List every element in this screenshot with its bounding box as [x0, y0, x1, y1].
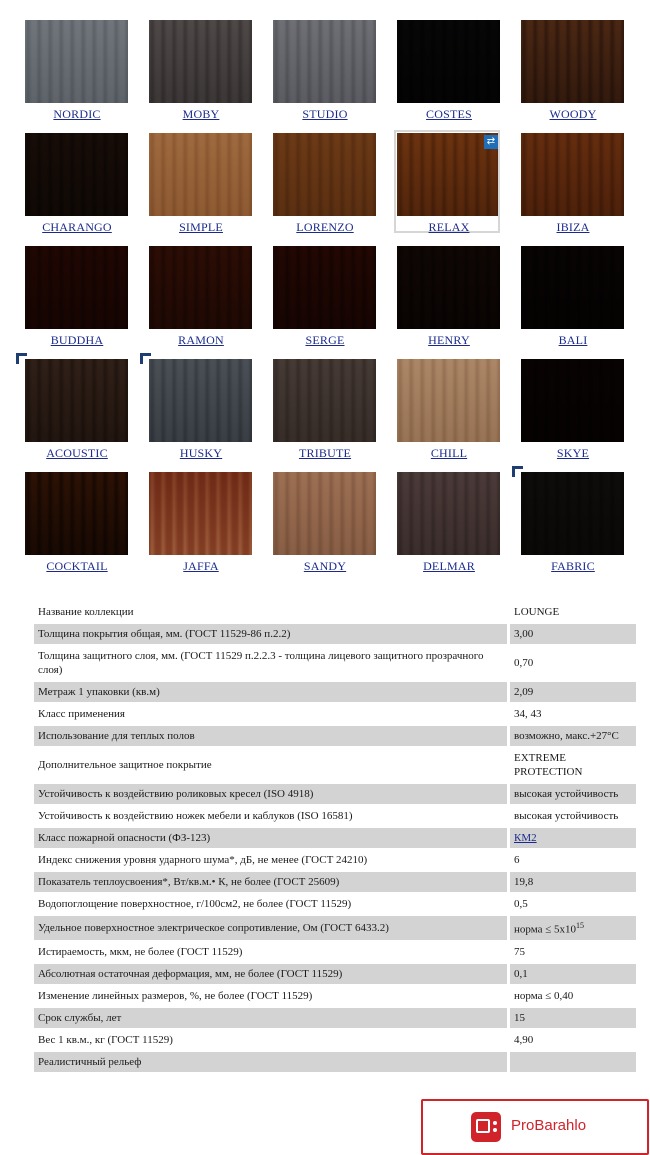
- swatch-fabric[interactable]: [518, 472, 628, 578]
- swatch-chill[interactable]: [394, 359, 504, 465]
- swatch-lorenzo[interactable]: [270, 133, 380, 239]
- spec-value: [507, 704, 636, 724]
- swatch-label[interactable]: NORDIC: [53, 107, 101, 121]
- swatch-ramon[interactable]: [146, 246, 256, 352]
- spec-label: Индекс снижения уровня ударного шума*, дБ, не менее (ГОСТ 24210): [38, 854, 368, 866]
- spec-value-text: EXTREME PROTECTION: [514, 752, 583, 778]
- swatch-cocktail[interactable]: [22, 472, 132, 578]
- swatch-texture[interactable]: [149, 20, 252, 103]
- spec-value-exponent: 15: [576, 921, 585, 930]
- spec-value: [507, 624, 636, 644]
- spec-value-text: 0,1: [514, 967, 528, 980]
- spec-value-text: 0,5: [514, 898, 528, 910]
- spec-row: [34, 748, 636, 782]
- swatch-simple[interactable]: [146, 133, 256, 239]
- spec-row: [34, 1008, 636, 1028]
- swatch-texture[interactable]: [25, 246, 128, 329]
- corner-marker-icon: [140, 353, 151, 364]
- swatch-label[interactable]: COSTES: [426, 107, 472, 121]
- spec-value-text: 15: [514, 1011, 525, 1024]
- swatch-texture[interactable]: [521, 359, 624, 442]
- swatch-texture[interactable]: [397, 20, 500, 103]
- swatch-label[interactable]: BALI: [558, 333, 588, 347]
- spec-row: [34, 682, 636, 702]
- swatch-texture[interactable]: [521, 246, 624, 329]
- spec-label: Показатель теплоусвоения*, Вт/кв.м.• К, не более (ГОСТ 25609): [34, 872, 507, 892]
- swatch-texture[interactable]: [521, 133, 624, 216]
- spec-value-text: 3,00: [514, 628, 534, 640]
- spec-value: [507, 1008, 636, 1028]
- spec-value: [507, 602, 636, 622]
- swatch-husky[interactable]: [146, 359, 256, 465]
- spec-value-text: 2,09: [514, 686, 534, 698]
- spec-label: Использование для теплых полов: [34, 726, 507, 746]
- swatch-label[interactable]: RELAX: [428, 220, 470, 234]
- spec-value-text: LOUNGE: [514, 606, 560, 618]
- spec-label: Водопоглощение поверхностное, г/100см2, не более (ГОСТ 11529): [38, 898, 352, 910]
- spec-row: [34, 1052, 636, 1072]
- spec-row: [34, 964, 636, 984]
- swatch-texture[interactable]: [521, 20, 624, 103]
- spec-row: [34, 704, 636, 724]
- spec-label: Изменение линейных размеров, %, не более (ГОСТ 11529): [38, 989, 313, 1002]
- swatch-texture[interactable]: [273, 472, 376, 555]
- spec-row: [34, 872, 636, 892]
- swatch-label[interactable]: SANDY: [303, 559, 347, 573]
- swatch-bali[interactable]: [518, 246, 628, 352]
- spec-label: Устойчивость к воздействию роликовых кресел (ISO 4918): [34, 784, 507, 804]
- swatch-label[interactable]: WOODY: [549, 107, 597, 121]
- spec-row: [34, 726, 636, 746]
- spec-value: [507, 726, 636, 746]
- spec-value: [507, 850, 636, 870]
- spec-label: Удельное поверхностное электрическое сопротивление, Ом (ГОСТ 6433.2): [34, 916, 507, 940]
- swatch-texture[interactable]: [397, 359, 500, 442]
- spec-value: [507, 748, 636, 782]
- swatch-texture[interactable]: [25, 133, 128, 216]
- spec-label: Толщина защитного слоя, мм. (ГОСТ 11529 п.2.2.3 - толщина лицевого защитного прозрачного слоя): [38, 650, 484, 676]
- spec-value: [507, 916, 636, 940]
- spec-row: [34, 942, 636, 962]
- spec-row: [34, 828, 636, 848]
- swatch-label[interactable]: ACOUSTIC: [46, 446, 108, 460]
- swatch-moby[interactable]: [146, 20, 256, 126]
- spec-row: [34, 894, 636, 914]
- spec-value-text: высокая устойчивость: [514, 810, 619, 822]
- swatch-texture[interactable]: [149, 472, 252, 555]
- swatch-label[interactable]: SIMPLE: [179, 220, 223, 234]
- spec-value: [507, 942, 636, 962]
- spec-row: [34, 850, 636, 870]
- swatch-acoustic[interactable]: [22, 359, 132, 465]
- swatch-texture[interactable]: [273, 359, 376, 442]
- spec-row: [34, 986, 636, 1006]
- spec-label: Метраж 1 упаковки (кв.м): [34, 682, 507, 702]
- swatch-label[interactable]: CHILL: [430, 446, 468, 460]
- swatch-texture[interactable]: [521, 472, 624, 555]
- spec-label: Толщина покрытия общая, мм. (ГОСТ 11529-86 п.2.2): [34, 624, 507, 644]
- swatch-label[interactable]: FABRIC: [551, 559, 595, 573]
- spec-value: [507, 646, 636, 680]
- specs-table: [34, 600, 636, 1074]
- spec-label: Вес 1 кв.м., кг (ГОСТ 11529): [38, 1033, 173, 1046]
- swatch-texture[interactable]: [397, 246, 500, 329]
- spec-label: Устойчивость к воздействию ножек мебели и каблуков (ISO 16581): [38, 810, 353, 822]
- spec-value-text: высокая устойчивость: [514, 788, 619, 800]
- spec-value-text: 0,70: [514, 657, 534, 669]
- swatch-serge[interactable]: [270, 246, 380, 352]
- spec-value: [507, 986, 636, 1006]
- spec-label: Абсолютная остаточная деформация, мм, не более (ГОСТ 11529): [34, 964, 507, 984]
- corner-marker-icon: [512, 466, 523, 477]
- swatch-label[interactable]: BUDDHA: [50, 333, 104, 347]
- spec-value-text: 19,8: [514, 876, 534, 888]
- spec-value: [507, 682, 636, 702]
- swatch-sandy[interactable]: [270, 472, 380, 578]
- spec-row: [34, 916, 636, 940]
- swatch-skye[interactable]: [518, 359, 628, 465]
- swatch-label[interactable]: DELMAR: [423, 559, 475, 573]
- spec-row: [34, 784, 636, 804]
- spec-value: [507, 894, 636, 914]
- spec-value-text: возможно, макс.+27°C: [514, 730, 619, 742]
- swatch-label[interactable]: JAFFA: [183, 559, 219, 573]
- spec-row: [34, 646, 636, 680]
- swatch-texture[interactable]: [25, 359, 128, 442]
- spec-value[interactable]: [507, 828, 636, 848]
- swatch-texture[interactable]: [25, 20, 128, 103]
- swatch-label[interactable]: STUDIO: [302, 107, 348, 121]
- swatch-label[interactable]: MOBY: [182, 107, 220, 121]
- swatch-label[interactable]: CHARANGO: [42, 220, 112, 234]
- spec-row: [34, 1030, 636, 1050]
- spec-row: [34, 806, 636, 826]
- spec-row: [34, 602, 636, 622]
- swatch-label[interactable]: TRIBUTE: [298, 446, 352, 460]
- swatch-label[interactable]: SERGE: [305, 333, 345, 347]
- swatch-label[interactable]: LORENZO: [296, 220, 354, 234]
- swatch-texture[interactable]: [273, 20, 376, 103]
- swatch-charango[interactable]: [22, 133, 132, 239]
- probarahlo-label: ProBarahlo: [511, 1117, 587, 1134]
- swatch-texture[interactable]: [149, 246, 252, 329]
- probarahlo-banner[interactable]: [421, 1099, 649, 1155]
- swatch-texture[interactable]: [273, 133, 376, 216]
- swatch-texture[interactable]: [149, 133, 252, 216]
- swatch-buddha[interactable]: [22, 246, 132, 352]
- spec-value-text: 75: [514, 945, 525, 958]
- swatch-ibiza[interactable]: [518, 133, 628, 239]
- swatch-label[interactable]: SKYE: [556, 446, 590, 460]
- spec-value: [507, 784, 636, 804]
- swatch-label[interactable]: HENRY: [428, 333, 470, 347]
- swatch-label[interactable]: RAMON: [178, 333, 224, 347]
- spec-label: Реалистичный рельеф: [34, 1052, 507, 1072]
- swatch-studio[interactable]: [270, 20, 380, 126]
- spec-label: Название коллекции: [38, 606, 134, 618]
- tv-icon: [471, 1112, 501, 1142]
- spec-value-text: норма ≤ 5x10: [514, 923, 577, 936]
- swatch-delmar[interactable]: [394, 472, 504, 578]
- swatch-label[interactable]: COCKTAIL: [46, 559, 108, 573]
- spec-value-text: 4,90: [514, 1033, 534, 1046]
- spec-label: Класс пожарной опасности (ФЗ-123): [34, 828, 507, 848]
- spec-value-text: 6: [514, 854, 520, 866]
- swap-icon[interactable]: ⇄: [484, 135, 498, 149]
- spec-value: [507, 872, 636, 892]
- spec-label: Истираемость, мкм, не более (ГОСТ 11529): [38, 945, 243, 958]
- spec-label: Дополнительное защитное покрытие: [38, 759, 212, 771]
- swatch-texture[interactable]: [25, 472, 128, 555]
- swatch-texture[interactable]: [397, 472, 500, 555]
- swatch-texture[interactable]: [273, 246, 376, 329]
- spec-value-text: 34, 43: [514, 708, 542, 720]
- swatch-woody[interactable]: [518, 20, 628, 126]
- swatch-henry[interactable]: [394, 246, 504, 352]
- spec-label: Класс применения: [38, 708, 125, 720]
- spec-value-link[interactable]: КМ2: [514, 832, 537, 844]
- spec-row: [34, 624, 636, 644]
- spec-value: [507, 806, 636, 826]
- swatch-relax[interactable]: [394, 133, 504, 239]
- spec-value: [507, 1030, 636, 1050]
- spec-value: [507, 1052, 636, 1072]
- spec-label: Срок службы, лет: [34, 1008, 507, 1028]
- swatch-label[interactable]: IBIZA: [556, 220, 590, 234]
- spec-value: [507, 964, 636, 984]
- swatch-label[interactable]: HUSKY: [179, 446, 223, 460]
- corner-marker-icon: [16, 353, 27, 364]
- swatch-costes[interactable]: [394, 20, 504, 126]
- spec-value-text: норма ≤ 0,40: [514, 989, 574, 1002]
- swatch-jaffa[interactable]: [146, 472, 256, 578]
- swatch-nordic[interactable]: [22, 20, 132, 126]
- swatch-texture[interactable]: [149, 359, 252, 442]
- swatch-tribute[interactable]: [270, 359, 380, 465]
